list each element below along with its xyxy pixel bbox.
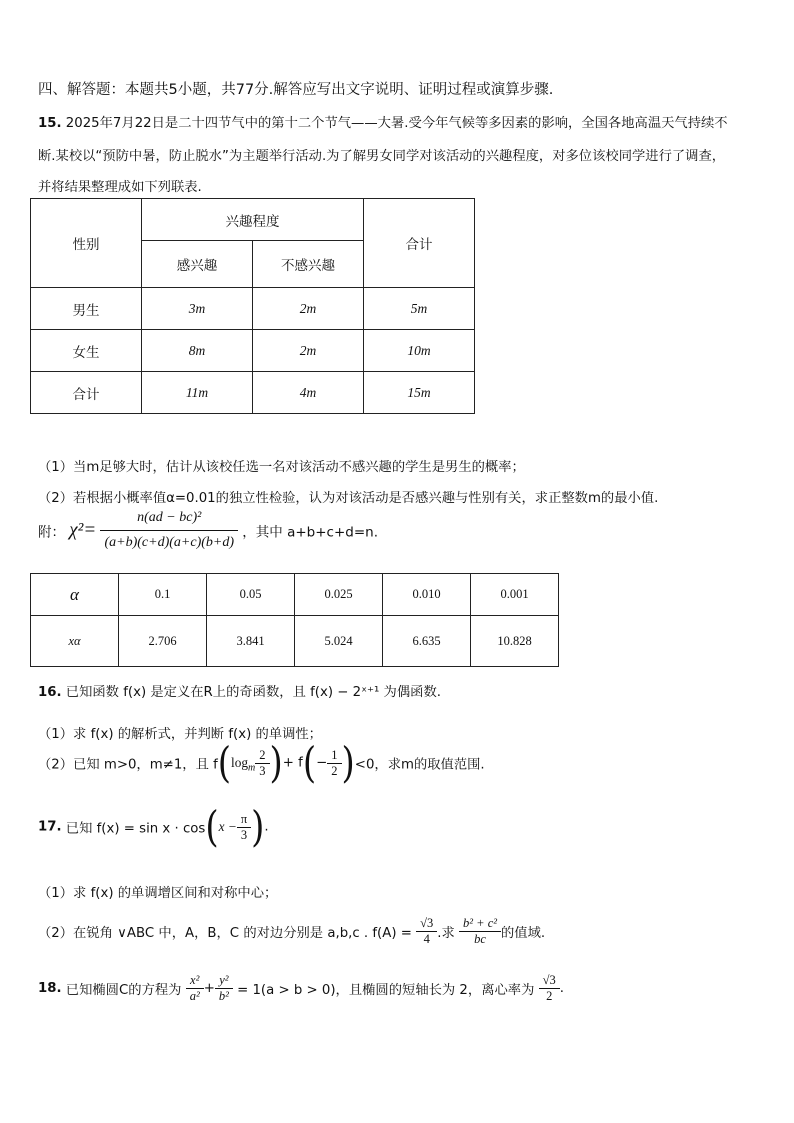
q17-stem-text: 已知 f(x) = sin x · cos	[65, 821, 206, 837]
q15-sub1: （1）当m足够大时，估计从该校任选一名对该活动不感兴趣的学生是男生的概率；	[38, 460, 525, 475]
fraction-denominator: 3	[240, 827, 248, 842]
right-paren: )	[269, 738, 283, 788]
alpha-cell: 0.05	[207, 574, 295, 616]
q15-sub2: （2）若根据小概率值α=0.01的独立性检验，认为对该活动是否感兴趣与性别有关，求正整数m的最小值.	[38, 491, 659, 506]
q16-sub1: （1）求 f(x) 的解析式，并判断 f(x) 的单调性；	[38, 727, 322, 742]
cell-not-interested: 2m	[253, 288, 364, 330]
chi-square-symbol: χ²=	[69, 519, 97, 541]
cell-not-interested: 4m	[253, 372, 364, 414]
minus-sign: −	[316, 755, 328, 771]
q18-stem	[38, 973, 564, 1004]
q16-sub2	[38, 738, 485, 788]
plus-sign: +	[203, 981, 215, 996]
alpha-cell: 0.025	[295, 574, 383, 616]
left-paren: (	[205, 802, 219, 852]
q16-sub2-prefix: （2）已知 m>0，m≠1，且 f	[38, 757, 218, 773]
q18-number: 18.	[38, 981, 62, 996]
q17-sub1: （1）求 f(x) 的单调增区间和对称中心；	[38, 886, 278, 901]
q18-stem-b: = 1(a > b > 0)，且椭圆的短轴长为 2，离心率为	[237, 983, 535, 998]
right-paren: )	[341, 738, 355, 788]
fraction-denominator: 2	[331, 763, 338, 778]
cell-interested: 8m	[142, 330, 253, 372]
row-label: 男生	[31, 288, 142, 330]
q17-sub2	[38, 916, 545, 947]
critical-cell: 5.024	[295, 616, 383, 667]
cell-total: 5m	[364, 288, 475, 330]
half-fraction	[327, 748, 341, 779]
q15-line2: 断.某校以“预防中暑，防止脱水”为主题举行活动.为了解男女同学对该活动的兴趣程度，对多位该校同学进行了调查，	[38, 149, 726, 164]
formula-denominator: (a+b)(c+d)(a+c)(b+d)	[104, 535, 234, 550]
log-argument-fraction	[255, 748, 269, 779]
fraction-numerator: √3	[416, 916, 437, 932]
ratio-fraction	[459, 916, 501, 947]
cell-total: 15m	[364, 372, 475, 414]
fraction-numerator: 1	[327, 748, 341, 764]
pi-over-3	[237, 812, 251, 843]
fraction-numerator: √3	[539, 973, 560, 989]
critical-value-table	[30, 573, 559, 667]
q17-stem	[38, 802, 269, 852]
fraction-denominator: 4	[423, 932, 430, 946]
alpha-row	[31, 574, 559, 616]
fraction-numerator: π	[237, 812, 251, 828]
critical-cell: 6.635	[383, 616, 471, 667]
critical-cell: 2.706	[119, 616, 207, 667]
cell-total: 10m	[364, 330, 475, 372]
log-symbol: log	[231, 755, 249, 770]
alpha-cell: 0.010	[383, 574, 471, 616]
fraction-denominator: b²	[218, 989, 229, 1003]
cell-not-interested: 2m	[253, 330, 364, 372]
table-row	[31, 330, 475, 372]
alpha-cell: 0.001	[471, 574, 559, 616]
q18-stem-end: .	[559, 981, 564, 996]
left-paren: (	[217, 738, 232, 788]
formula-prefix: 附：	[38, 524, 65, 541]
sqrt3-over-4	[416, 916, 437, 947]
x-alpha-label: xα	[31, 616, 119, 667]
q16-sub2-mid: + f	[282, 755, 303, 771]
alpha-label: α	[31, 574, 119, 616]
q15-line3: 并将结果整理成如下列联表.	[38, 180, 202, 195]
q15-number: 15.	[38, 116, 62, 131]
critical-row	[31, 616, 559, 667]
critical-cell: 3.841	[207, 616, 295, 667]
table-row	[31, 372, 475, 414]
right-paren: )	[251, 802, 265, 852]
header-interest: 兴趣程度	[142, 199, 364, 241]
header-interested: 感兴趣	[142, 241, 253, 288]
contingency-table	[30, 198, 475, 414]
fraction-numerator: 2	[255, 748, 269, 764]
fraction-numerator: x²	[186, 973, 204, 989]
formula-fraction	[100, 510, 238, 551]
fraction-denominator: 3	[259, 763, 266, 778]
chi-square-formula	[38, 510, 378, 551]
cell-interested: 11m	[142, 372, 253, 414]
q16-stem	[38, 681, 441, 700]
q17-sub2-prefix: （2）在锐角 ∨ABC 中，A，B，C 的对边分别是 a,b,c . f(A) =	[38, 926, 412, 941]
fraction-denominator: a²	[189, 989, 200, 1003]
critical-cell: 10.828	[471, 616, 559, 667]
q16-stem-text: 已知函数 f(x) 是定义在R上的奇函数，且 f(x) − 2ˣ⁺¹ 为偶函数.	[65, 685, 441, 700]
q16-sub2-suffix: <0，求m的取值范围.	[354, 757, 485, 773]
table-row	[31, 288, 475, 330]
header-total: 合计	[364, 199, 475, 288]
eccentricity-fraction	[539, 973, 560, 1004]
formula-numerator: n(ad − bc)²	[100, 510, 238, 531]
fraction-denominator: bc	[474, 932, 486, 946]
fraction-numerator: y²	[215, 973, 233, 989]
q17-sub2-mid: .求	[437, 926, 455, 941]
row-label: 合计	[31, 372, 142, 414]
cell-interested: 3m	[142, 288, 253, 330]
section-heading: 四、解答题：本题共5小题，共77分.解答应写出文字说明、证明过程或演算步骤.	[38, 82, 554, 98]
q18-stem-a: 已知椭圆C的方程为	[65, 983, 182, 998]
header-not-interested: 不感兴趣	[253, 241, 364, 288]
y2-over-b2	[215, 973, 233, 1004]
formula-suffix: ，其中 a+b+c+d=n.	[242, 524, 379, 541]
q17-stem-end: .	[264, 819, 269, 835]
q16-number: 16.	[38, 685, 62, 700]
left-paren: (	[302, 738, 317, 788]
fraction-numerator: b² + c²	[459, 916, 501, 932]
alpha-cell: 0.1	[119, 574, 207, 616]
q15-text-line1: 2025年7月22日是二十四节气中的第十二个节气——大暑.受今年气候等多因素的影响，全国各地高温天气持续不	[65, 116, 728, 131]
q17-stem-x: x −	[218, 819, 237, 834]
fraction-denominator: 2	[546, 989, 553, 1003]
q17-sub2-suffix: 的值域.	[501, 926, 546, 941]
log-base: m	[248, 762, 256, 774]
q15-line1	[38, 112, 728, 131]
header-gender: 性别	[31, 199, 142, 288]
x2-over-a2	[186, 973, 204, 1004]
q17-number: 17.	[38, 819, 62, 835]
row-label: 女生	[31, 330, 142, 372]
